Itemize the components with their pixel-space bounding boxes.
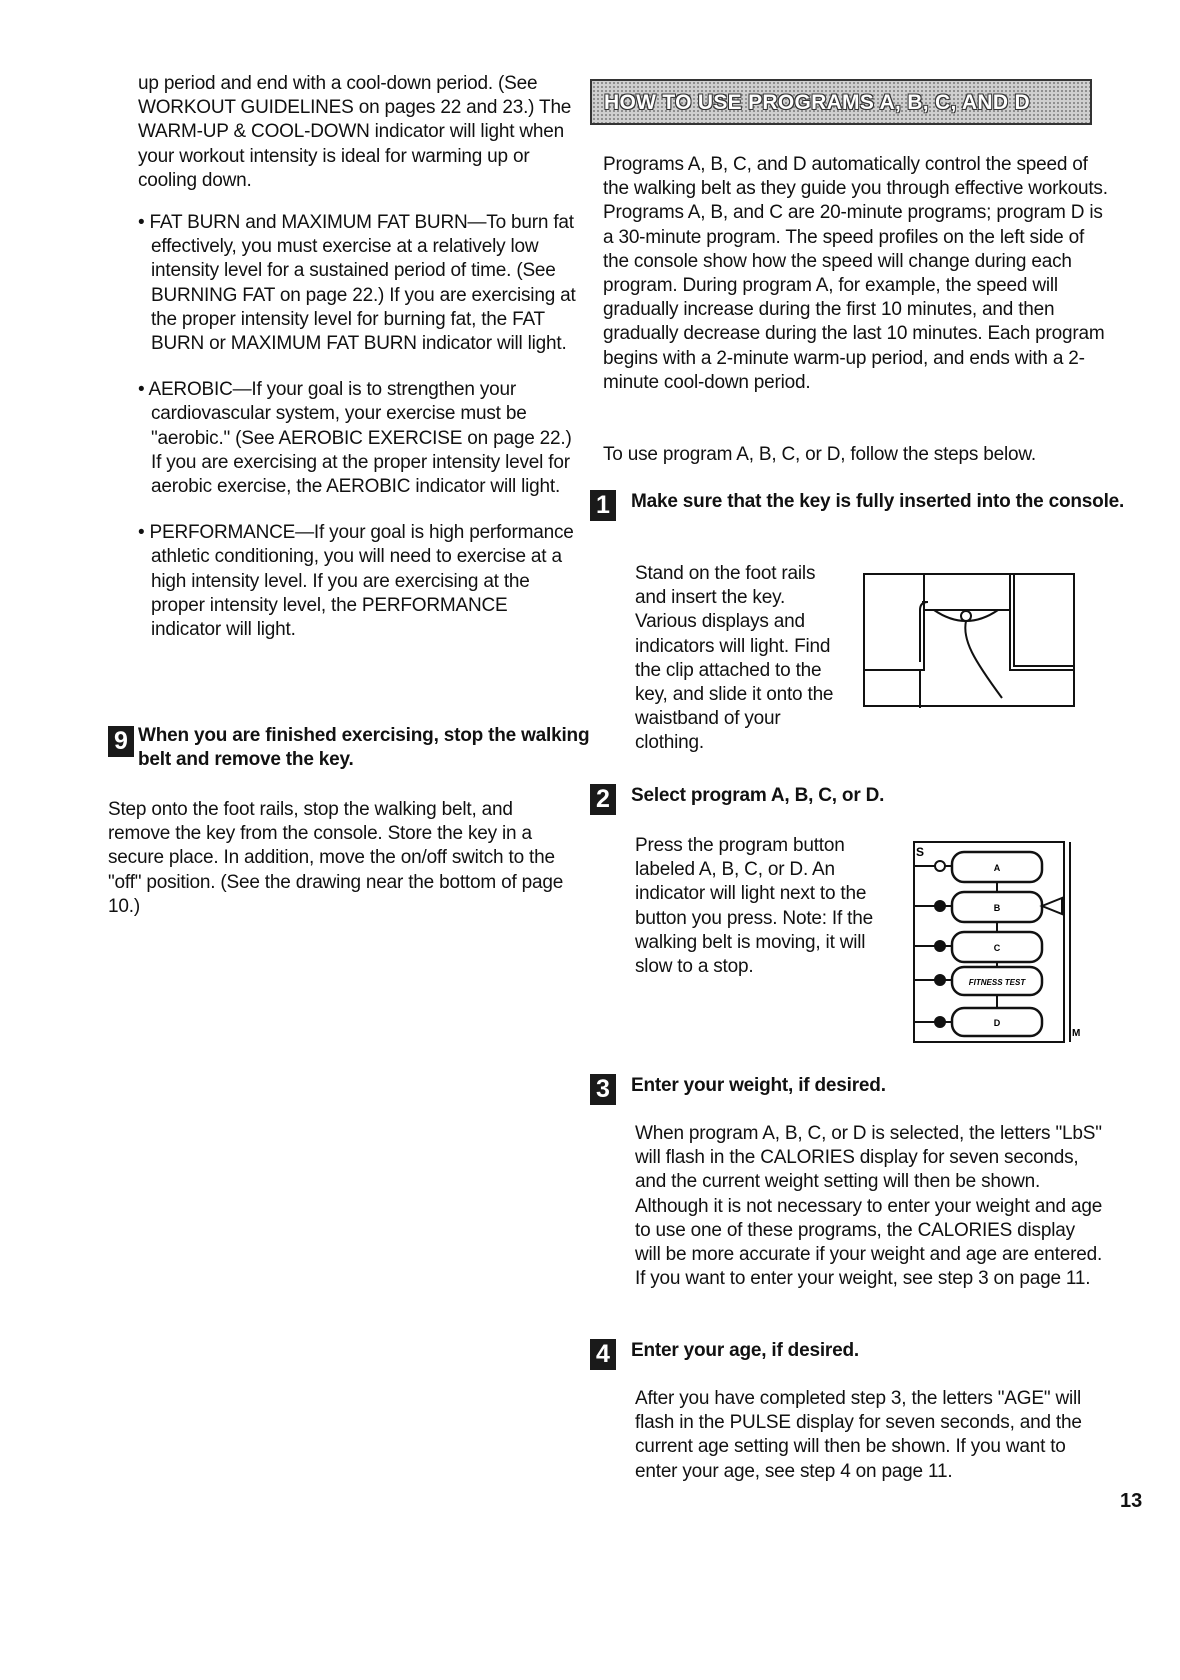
step-number-badge: 9: [108, 726, 134, 757]
button-label: D: [993, 1018, 1001, 1028]
program-button-fitness-test: [914, 967, 1042, 995]
bullet-aerobic: • AEROBIC—If your goal is to strengthen your cardiovascular system, your exercise must be "aerobic." (See AEROBIC EXERCISE on page 22.) If you are exercising at the proper intensity level for aerobic exercise, the AEROBIC indicator will light.: [138, 379, 572, 498]
step-9-body: Step onto the foot rails, stop the walking belt, and remove the key from the console. Store the key in a secure place. In addition, move the on/off switch to the "off" position. (See the drawing near the bottom of page 10.): [108, 799, 564, 917]
step-3-body: When program A, B, C, or D is selected, the letters "LbS" will flash in the CALORIES display for seven seconds, and the current weight setting will then be shown. Although it is not necessary to enter your weight and age to use one of these programs, the CALORIES display will be more accurate if your weight and age are entered. If you want to enter your weight, see step 3 on page 11.: [635, 1123, 1103, 1290]
step-number-badge: 3: [590, 1074, 616, 1105]
program-button-b: [914, 892, 1062, 922]
step-1-body: Stand on the foot rails and insert the key. Various displays and indicators will light. Find the clip attached to the key, and slide it onto the waistband of your clothing.: [635, 563, 834, 754]
button-label: B: [993, 903, 1001, 913]
bullet-fat-burn: • FAT BURN and MAXIMUM FAT BURN—To burn fat effectively, you must exercise at a relatively low intensity level for a sustained period of time. (See BURNING FAT on page 22.) If you are exercising at the proper intensity level for burning fat, the FAT BURN or MAXIMUM FAT BURN indicator will light.: [138, 212, 576, 355]
left-column: [138, 72, 578, 664]
program-button-a: [914, 852, 1042, 882]
section-header: [590, 79, 1092, 125]
step-title: Enter your weight, if desired.: [631, 1075, 886, 1096]
step-1-heading: [590, 490, 1149, 519]
button-label: FITNESS TEST: [968, 978, 1026, 987]
program-button-c: [914, 932, 1042, 962]
step-title: Enter your age, if desired.: [631, 1340, 859, 1361]
edge-label-s: S: [916, 845, 925, 859]
bullet-performance: • PERFORMANCE—If your goal is high performance athletic conditioning, you will need to exercise at a high intensity level. If you are exercising at the proper intensity level, the PERFORMANCE indicator will light.: [138, 522, 574, 641]
edge-label-m: M: [1072, 1028, 1081, 1039]
step-2-body: Press the program button labeled A, B, C, or D. An indicator will light next to the button you press. Note: If the walking belt is moving, it will slow to a stop.: [635, 835, 873, 978]
button-label: A: [993, 863, 1001, 873]
step-4-heading: [590, 1339, 1149, 1368]
section-header-text: HOW TO USE PROGRAMS A, B, C, AND D: [604, 91, 1030, 114]
step-title: Select program A, B, C, or D.: [631, 785, 885, 806]
step-3-heading: [590, 1074, 1149, 1103]
program-buttons-illustration: [912, 840, 1082, 1045]
step-number-badge: 1: [590, 490, 616, 521]
step-number-badge: 2: [590, 784, 616, 815]
step-4-body: After you have completed step 3, the letters "AGE" will flash in the PULSE display for seven seconds, and the current age setting will then be shown. If you want to enter your age, see step 4 on page 11.: [635, 1388, 1082, 1482]
step-9-heading: [108, 724, 608, 772]
button-label: C: [993, 943, 1001, 953]
continuation-paragraph: up period and end with a cool-down period. (See WORKOUT GUIDELINES on pages 22 and 23.) The WARM-UP & COOL-DOWN indicator will light when your workout intensity is ideal for warming up or cooling down.: [138, 73, 572, 191]
intro-paragraph: Programs A, B, C, and D automatically control the speed of the walking belt as they guide you through effective workouts. Programs A, B, and C are 20-minute programs; program D is a 30-minute program. The speed profiles on the left side of the console show how the speed will change during each program. During program A, for example, the speed will gradually increase during the first 10 minutes, and then gradually decrease during the last 10 minutes. Each program begins with a 2-minute warm-up period, and ends with a 2-minute cool-down period.: [603, 154, 1108, 393]
follow-steps-line: To use program A, B, C, or D, follow the steps below.: [603, 444, 1036, 465]
program-button-d: [914, 1008, 1042, 1036]
page-number: 13: [1120, 1490, 1143, 1512]
step-title: When you are finished exercising, stop the walking belt and remove the key.: [138, 725, 590, 770]
step-title: Make sure that the key is fully inserted into the console.: [631, 491, 1125, 512]
step-2-heading: [590, 784, 1149, 813]
step-number-badge: 4: [590, 1339, 616, 1370]
key-insertion-illustration: [862, 570, 1077, 710]
